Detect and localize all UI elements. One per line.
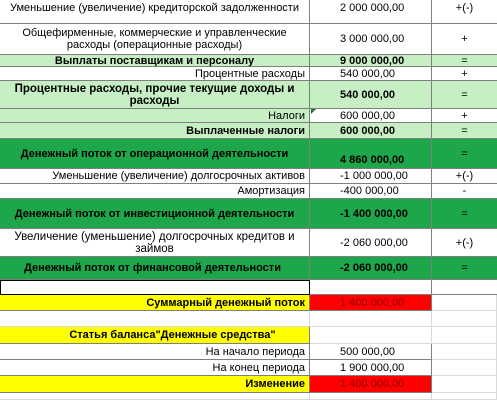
table-row[interactable] (0, 109, 497, 123)
row-value: 4 860 000,00 (310, 139, 432, 169)
row-value: 1 900 000,00 (310, 360, 432, 376)
table-row[interactable] (0, 0, 497, 24)
table-row[interactable] (0, 295, 497, 311)
empty-cell[interactable] (432, 393, 497, 400)
row-value: 600 000,00 (310, 109, 432, 123)
table-row[interactable] (0, 344, 497, 360)
row-sign: = (432, 81, 497, 109)
row-sign: + (432, 67, 497, 81)
row-label: Налоги (0, 109, 310, 123)
empty-cell[interactable] (310, 327, 432, 344)
row-value: 1 400 000,00 (310, 295, 432, 311)
row-value: -1 000 000,00 (310, 169, 432, 184)
row-value: -400 000,00 (310, 184, 432, 199)
row-sign: = (432, 199, 497, 229)
row-value: 2 000 000,00 (310, 0, 432, 24)
table-row[interactable] (0, 55, 497, 67)
row-label: Процентные расходы (0, 67, 310, 81)
row-value: 540 000,00 (310, 81, 432, 109)
empty-cell[interactable] (0, 393, 310, 400)
row-label: Уменьшение (увеличение) долгосрочных активов (0, 169, 310, 184)
row-value: 540 000,00 (310, 67, 432, 81)
table-row[interactable] (0, 376, 497, 393)
table-row[interactable] (0, 311, 497, 327)
empty-cell[interactable] (310, 311, 432, 327)
row-value: -1 400 000,00 (310, 199, 432, 229)
empty-cell[interactable] (432, 295, 497, 311)
row-sign: +(-) (432, 169, 497, 184)
empty-cell[interactable] (432, 376, 497, 393)
row-label: Выплаты поставщикам и персоналу (0, 55, 310, 67)
row-value: 600 000,00 (310, 123, 432, 139)
table-row[interactable] (0, 169, 497, 184)
empty-cell[interactable] (432, 327, 497, 344)
empty-cell[interactable] (432, 344, 497, 360)
empty-cell[interactable] (0, 311, 310, 327)
row-sign: = (432, 139, 497, 169)
table-row[interactable] (0, 184, 497, 199)
row-label: Процентные расходы, прочие текущие доходы и расходы (0, 81, 310, 109)
row-label: Денежный поток от финансовой деятельности (0, 257, 310, 280)
table-row[interactable] (0, 360, 497, 376)
row-sign: = (432, 123, 497, 139)
table-row[interactable] (0, 123, 497, 139)
row-label: Изменение (0, 376, 310, 393)
row-value: 1 400 000,00 (310, 376, 432, 393)
comment-marker-icon (311, 109, 316, 114)
row-sign: +(-) (432, 0, 497, 24)
empty-cell[interactable] (432, 280, 497, 295)
table-row[interactable] (0, 24, 497, 55)
table-row[interactable] (0, 280, 497, 295)
table-row[interactable] (0, 327, 497, 344)
row-sign: + (432, 24, 497, 55)
row-label: Уменьшение (увеличение) кредиторской задолженности (0, 0, 310, 24)
empty-cell[interactable] (0, 280, 310, 295)
empty-cell[interactable] (432, 360, 497, 376)
row-value: 3 000 000,00 (310, 24, 432, 55)
row-label: Амортизация (0, 184, 310, 199)
row-label: Суммарный денежный поток (0, 295, 310, 311)
row-sign: = (432, 55, 497, 67)
row-value: 500 000,00 (310, 344, 432, 360)
row-sign: + (432, 109, 497, 123)
row-sign: +(-) (432, 229, 497, 257)
row-sign: - (432, 184, 497, 199)
row-label: Статья баланса"Денежные средства" (0, 327, 310, 344)
table-row[interactable] (0, 229, 497, 257)
row-label: Увеличение (уменьшение) долгосрочных кредитов и займов (0, 229, 310, 257)
row-value: 9 000 000,00 (310, 55, 432, 67)
empty-cell[interactable] (310, 393, 432, 400)
table-row[interactable] (0, 81, 497, 109)
row-label: На конец периода (0, 360, 310, 376)
empty-cell[interactable] (310, 280, 432, 295)
row-value: -2 060 000,00 (310, 257, 432, 280)
table-row[interactable] (0, 393, 497, 400)
row-label: Общефирменные, коммерческие и управленческие расходы (операционные расходы) (0, 24, 310, 55)
row-label: На начало периода (0, 344, 310, 360)
empty-cell[interactable] (432, 311, 497, 327)
row-label: Выплаченные налоги (0, 123, 310, 139)
row-label: Денежный поток от инвестиционной деятельности (0, 199, 310, 229)
row-sign: = (432, 257, 497, 280)
row-value: -2 060 000,00 (310, 229, 432, 257)
table-row[interactable] (0, 257, 497, 280)
table-row[interactable] (0, 139, 497, 169)
table-row[interactable] (0, 67, 497, 81)
table-row[interactable] (0, 199, 497, 229)
row-label: Денежный поток от операционной деятельности (0, 139, 310, 169)
